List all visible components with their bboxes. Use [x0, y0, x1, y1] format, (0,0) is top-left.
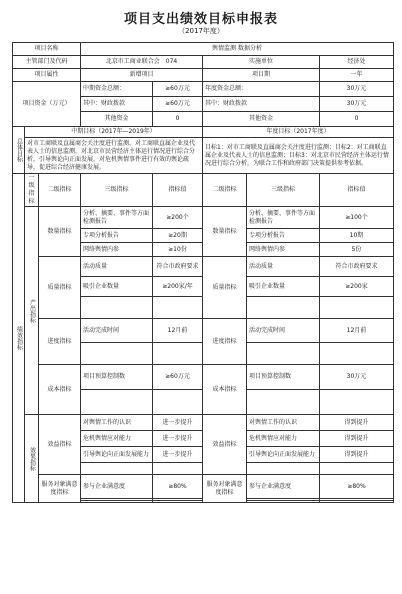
- year-total-label: 年度资金总额：: [203, 82, 320, 97]
- quality-label-year: 质量指标: [203, 257, 247, 319]
- pr2-value-year: [320, 343, 394, 365]
- b3-name-year: 引导舆论向正面发展能力: [247, 447, 320, 463]
- q2-value-mid: ≥20期: [153, 229, 203, 243]
- q1-name-mid: 分析、摘要、事件等方面检测报告: [81, 207, 153, 229]
- b2-value-mid: 进一步提升: [153, 431, 203, 447]
- year-other-value: 0: [320, 112, 394, 127]
- c2-name-year: [247, 390, 320, 415]
- page-subtitle: （2017年度）: [178, 27, 224, 35]
- b4-value-mid: [153, 463, 203, 475]
- year-other-label: 其他资金: [203, 112, 320, 127]
- benefit-label-year: 效益指标: [203, 415, 247, 475]
- period-value: 一年: [320, 69, 394, 82]
- mid-total-value: ≥60万元: [153, 82, 203, 97]
- lvl2-header-mid: 二级指标: [39, 174, 81, 207]
- s3-name-year: [247, 501, 320, 503]
- dept-value: 北京市工商业联合会 074: [81, 56, 203, 69]
- c1-name-year: 项目预算控制数: [247, 365, 320, 390]
- ql3-name-mid: [81, 297, 153, 319]
- c1-name-mid: 项目预算控制数: [81, 365, 153, 390]
- cost-label-year: 成本指标: [203, 365, 247, 415]
- b1-value-year: 得到提升: [320, 415, 394, 431]
- b1-name-mid: 对舆情工作的认识: [81, 415, 153, 431]
- value-header-year: 指标值: [320, 174, 394, 207]
- dept-label: 主管部门及代码: [13, 56, 81, 69]
- effect-indicator-label: 效果指标: [25, 415, 39, 503]
- year-fiscal-label: 其中：财政拨款: [203, 97, 320, 112]
- q3-value-year: 5份: [320, 243, 394, 257]
- year-goal-text: 目标1：对市工商联及直属商会关注度进行监测；目标2：对工商联直属企业及代表人士的信息监测；目标3：对北京市民营经济主体运行情况进行综合分析，为联合工作和政府部门决策提供参考依据。: [203, 138, 394, 174]
- ql2-value-year: ≥200家: [320, 277, 394, 297]
- ql1-value-mid: 符合市政府要求: [153, 257, 203, 277]
- lvl3-header-year: 三级指标: [247, 174, 320, 207]
- progress-label-mid: 进度指标: [39, 319, 81, 365]
- b1-name-year: 对舆情工作的认识: [247, 415, 320, 431]
- ql2-name-mid: 吸引企业数量: [81, 277, 153, 297]
- c2-value-mid: [153, 390, 203, 415]
- s1-name-mid: 参与企业满意度: [81, 475, 153, 499]
- output-indicator-label: 产出指标: [25, 207, 39, 415]
- q3-value-mid: ≥10份: [153, 243, 203, 257]
- quantity-label-mid: 数量指标: [39, 207, 81, 257]
- b1-value-mid: 进一步提升: [153, 415, 203, 431]
- pr1-value-mid: 12月前: [153, 319, 203, 343]
- mid-fiscal-label: 其中：财政拨款: [81, 97, 153, 112]
- b3-value-year: 得到提升: [320, 447, 394, 463]
- q1-value-year: ≥100个: [320, 207, 394, 229]
- s3-value-year: [320, 501, 394, 503]
- declaration-table: [12, 42, 394, 503]
- period-label: 项目期: [203, 69, 320, 82]
- q1-name-year: 分析、摘要、事件等方面检测报告: [247, 207, 320, 229]
- lvl3-header-mid: 三级指标: [81, 174, 153, 207]
- ql3-value-year: [320, 297, 394, 319]
- mid-other-label: 其他资金: [81, 112, 153, 127]
- mid-total-label: 中期资金总额：: [81, 82, 153, 97]
- year-goal-header: 年度目标（2017年度）: [203, 127, 394, 138]
- b2-name-mid: 危机舆情应对能力: [81, 431, 153, 447]
- quality-label-mid: 质量指标: [39, 257, 81, 319]
- ql1-name-mid: 活动质量: [81, 257, 153, 277]
- lvl1-header: 一级指标: [25, 174, 39, 207]
- pr1-name-mid: 活动完成时间: [81, 319, 153, 343]
- s3-value-mid: [153, 501, 203, 503]
- s3-name-mid: [81, 501, 153, 503]
- s1-value-year: ≥80%: [320, 475, 394, 499]
- attr-value: 新增项目: [81, 69, 203, 82]
- lvl2-header-year: 二级指标: [203, 174, 247, 207]
- b2-value-year: 得到提升: [320, 431, 394, 447]
- cost-label-mid: 成本指标: [39, 365, 81, 415]
- b4-name-year: [247, 463, 320, 475]
- ql1-name-year: 活动质量: [247, 257, 320, 277]
- b4-value-year: [320, 463, 394, 475]
- impl-unit-label: 实施单位: [203, 56, 320, 69]
- b2-name-year: 危机舆情应对能力: [247, 431, 320, 447]
- s1-value-mid: ≥80%: [153, 475, 203, 499]
- q2-name-mid: 专项分析报告: [81, 229, 153, 243]
- b4-name-mid: [81, 463, 153, 475]
- perf-indicator-label: 绩效指标: [13, 174, 25, 503]
- ql1-value-year: 符合市政府要求: [320, 257, 394, 277]
- ql3-value-mid: [153, 297, 203, 319]
- value-header-mid: 指标值: [153, 174, 203, 207]
- impl-unit-value: 经济处: [320, 56, 394, 69]
- q2-value-year: 10期: [320, 229, 394, 243]
- c2-value-year: [320, 390, 394, 415]
- c1-value-mid: ≥60万元: [153, 365, 203, 390]
- pr1-value-year: 12月前: [320, 319, 394, 343]
- fund-label: 项目资金（万元）: [13, 82, 81, 127]
- ql2-name-year: 吸引企业数量: [247, 277, 320, 297]
- satisfaction-label-mid: 服务对象满意度指标: [39, 475, 81, 503]
- pr2-name-mid: [81, 343, 153, 365]
- pr2-value-mid: [153, 343, 203, 365]
- benefit-label-mid: 效益指标: [39, 415, 81, 475]
- year-total-value: 30万元: [320, 82, 394, 97]
- mid-goal-text: 对市工商联及直属商会关注度进行监测，对工商联直属企业及代表人士的信息监测，对北京市民营经济主体运行情况进行综合分析，引导舆论向正面发展，对危机舆情事件进行有效的舆论疏导，促进综合经济健康发展。: [25, 138, 203, 174]
- b3-name-mid: 引导舆论向正面发展能力: [81, 447, 153, 463]
- project-name-value: 舆情监测 数据分析: [81, 43, 394, 56]
- page-title: 项目支出绩效目标申报表: [123, 12, 278, 27]
- c2-name-mid: [81, 390, 153, 415]
- attr-label: 项目属性: [13, 69, 81, 82]
- ql2-value-mid: ≥200家/年: [153, 277, 203, 297]
- q2-name-year: 专项分析报告: [247, 229, 320, 243]
- mid-fiscal-value: ≥60万元: [153, 97, 203, 112]
- mid-goal-header: 中期目标（2017年—2019年）: [25, 127, 203, 138]
- q3-name-mid: 网络舆情内参: [81, 243, 153, 257]
- mid-other-value: 0: [153, 112, 203, 127]
- pr1-name-year: 活动完成时间: [247, 319, 320, 343]
- pr2-name-year: [247, 343, 320, 365]
- satisfaction-label-year: 服务对象满意度指标: [203, 475, 247, 503]
- year-fiscal-value: 30万元: [320, 97, 394, 112]
- q3-name-year: 网络舆情内参: [247, 243, 320, 257]
- b3-value-mid: 进一步提升: [153, 447, 203, 463]
- overall-goal-label: 总体目标: [13, 127, 25, 174]
- c1-value-year: 30万元: [320, 365, 394, 390]
- progress-label-year: 进度指标: [203, 319, 247, 365]
- q1-value-mid: ≥200个: [153, 207, 203, 229]
- quantity-label-year: 数量指标: [203, 207, 247, 257]
- s1-name-year: 参与企业满意度: [247, 475, 320, 499]
- ql3-name-year: [247, 297, 320, 319]
- project-name-label: 项目名称: [13, 43, 81, 56]
